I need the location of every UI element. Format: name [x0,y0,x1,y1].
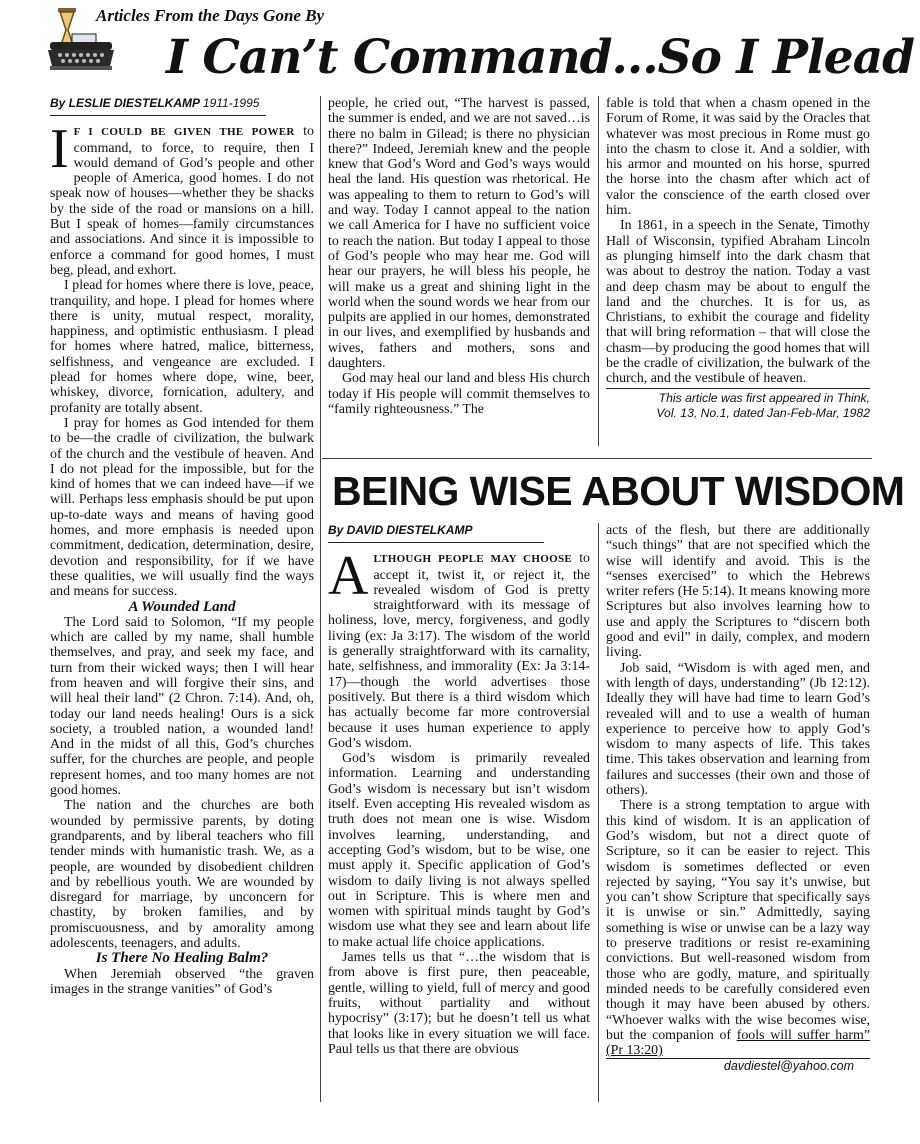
subheading: A Wounded Land [128,598,236,615]
paragraph: I plead for homes where there is love, peace, tranquility, and hope. I plead for homes where there is unity, mutual respect, morality, happiness, and optimistic enthusiasm. I plead for homes where hatred, malice, bitterness, selfishness, and vengeance are excluded. I plead for homes where dope, wine, beer, whiskey, divorce, fornication, adultery, and profanity are totally absent. [50,278,314,416]
column-divider [320,96,321,1102]
paragraph: The Lord said to Solomon, “If my people which are called by my name, shall humble themselves, and pray, and seek my face, and turn from their wicked ways; then I will hear from heaven and will forgive their sins, and will heal their land” (2 Chron. 7:14). And, oh, today our land needs healing! Ours is a sick society, a troubled nation, a wounded land! And in the midst of all this, God’s churches suffer, for the churches are people, and people represent homes, and too many homes are not good homes. [50,614,314,799]
lead-in: LTHOUGH PEOPLE MAY CHOOSE [373,553,573,566]
author-dates: 1911-1995 [202,96,260,110]
paragraph: fable is told that when a chasm opened in the Forum of Rome, it was said by the Oracles that whatever was most precious in Rome must go into the chasm to close it. And a soldier, with his armor and mounted on his horse, spurred the horse into the chasm after which act of valor the conscience of the earth closed over him. [606,96,870,219]
column-divider [598,523,599,1102]
paragraph: In 1861, in a speech in the Senate, Timothy Hall of Wisconsin, typified Abraham Lincoln as plunging himself into the dark chasm that was about to destroy the nation. Today a vast and deep chasm may be about to engulf the land and the churches. It is for us, as Christians, to exhibit the courage and fidelity that will bring reformation – that will close the chasm—by producing the good homes that will be the cradle of civilization, the bulwark of the church, and the vestibule of heaven. [606,218,870,387]
paragraph-text: There is a strong temptation to argue with this kind of wisdom. It is an application of God’s wisdom, but not a direct quote of Scripture, so it can be easier to reject. This wisdom is sometimes deflected or even rejected by saying, “You say it’s unwise, but you can’t show Scripture that specifically says it is unwise or sin.” Admittedly, saying something is wise or unwise can be a lazy way to preserve traditions or resist re-examining convictions. But well-reasoned wisdom from those who are godly, mature, and spiritually minded needs to be carefully considered even though it may have been abused by others. “Whoever walks with the wise becomes wise, but the companion of [606,798,870,1043]
paragraph: people, he cried out, “The harvest is passed, the summer is ended, and we are not saved…is there no balm in Gilead; is there no physician there?” Indeed, Jeremiah knew and the people knew that God’s Word and God’s ways would heal the land. His question was rhetorical. He was appealing to them to return to God’s will and way. Today I cannot appeal to the nation we call America for I have no sufficient voice to reach the nation. But today I appeal to those of God’s people who may hear me. God will hear our prayers, he will bless his people, he will make us a great and shining light in the world when the sound words we hear from our pulpits are applied in our homes, demonstrated in our lives, and exemplified by husbands and wives, fathers and mothers, sons and daughters. [328,96,590,372]
credit-line: Vol. 13, No.1, dated Jan-Feb-Mar, 1982 [656,405,870,420]
series-title: Articles From the Days Gone By [96,6,325,25]
paragraph: God’s wisdom is primarily revealed information. Learning and understanding God’s wisdom is necessary but isn’t wisdom itself. Even accepting His revealed wisdom as truth does not mean one is wise. Wisdom involves learning, understanding, and accepting God’s wisdom, but to be wise, one must apply it. Specific application of God’s wisdom to daily living is not always spelled out in Scripture. This is where men and women with spiritual minds taught by God’s wisdom use what they see and learn about life to make actual life choice applications. [328,751,590,950]
paragraph: When Jeremiah observed “the graven images in the strange vanities” of God’s [50,966,314,997]
credit-rule [606,388,870,389]
lead-in: F I COULD BE GIVEN THE POWER [73,126,295,139]
dropcap: I [50,118,69,181]
paragraph-text: to accept it, twist it, or reject it, the revealed wisdom of God is pretty straightforward with its message of holiness, love, mercy, forgiveness, and godly living (ex: Ja 3:17). The wisdom of the world is generally straightforward with its carnality, hate, selfishness, and immorality (Ex: Ja 3:14-17)—though the world advertises those positively. But there is a third wisdom which has actually become far more controversial because it uses human experience to apply God’s wisdom. [328,551,590,751]
source-credit [606,391,870,421]
article1-column-1 [50,96,314,997]
article1-column-3 [606,96,870,421]
byline: By DAVID DIESTELKAMP [328,523,473,537]
paragraph [606,798,870,1058]
column-divider [598,96,599,446]
dropcap: A [328,545,369,608]
paragraph-text: to command, to force, to require, then I would demand of God’s people and other people of America, good homes. I do not speak now of houses—whether they be shacks by the side of the road or mansions on a hill. But I speak of homes—family circumstances and associations. And since it is impossible to enforce a command for good homes, I must beg, plead, and exhort. [50,124,314,278]
subheading: Is There No Healing Balm? [95,950,269,967]
article-title: I Can’t Command...So I Plead [166,30,915,85]
credit-line: This article was first appeared in Think, [658,390,870,405]
article2-column-2 [606,523,870,1075]
section-divider [322,458,872,459]
paragraph: James tells us that “…the wisdom that is from above is first pure, then peaceable, gentle, willing to yield, full of mercy and good fruits, without partiality and without hypocrisy” (3:17); but he doesn’t tell us what that looks like in every situation we will face. Paul tells us that there are obvious [328,950,590,1057]
paragraph: Job said, “Wisdom is with aged men, and with length of days, understanding” (Jb 12:12). Ideally they will have had time to learn God’s revealed will and to use a wealth of human experience to perceive how to apply God’s wisdom to many aspects of life. This takes time. This takes observation and learning from failures and successes (their own and those of others). [606,660,870,799]
paragraph [328,545,590,751]
paragraph: The nation and the churches are both wounded by permissive parents, by doting grandparents, and by liberal teachers who fill tender minds with humanistic trash. We, as a people, are wounded by disobedient children and by rebellious youth. We are wounded by disregard for marriage, by unconcern for chastity, by broken families, and by promiscuousness, and by amorality among adolescents, teenagers, and adults. [50,798,314,952]
byline-rule [328,542,544,543]
byline [50,96,314,111]
article2-title: BEING WISE ABOUT WISDOM [332,468,905,514]
article2-column-1 [328,523,590,1057]
byline-rule [50,115,266,116]
author-name: By LESLIE DIESTELKAMP [50,96,200,110]
paragraph [50,118,314,278]
article1-column-2 [328,96,590,417]
paragraph: God may heal our land and bless His church today if His people will commit themselves to “family righteousness.” The [328,371,590,417]
paragraph: I pray for homes as God intended for them to be—the cradle of civilization, the bulwark of the church and the vestibule of heaven. And I do not plead for the impossible, but for the kind of homes that we can indeed have—if we will. Perhaps less emphasis should be put upon up-to-date ways and means of having good homes, and more emphasis is needed upon commitment, dedication, determination, desire, devotion and responsibility, for if we have these qualities, we will usually find the ways and means for success. [50,415,314,600]
paragraph-text-underlined: fools will suffer harm” (Pr 13:20) [606,1027,870,1059]
author-email: davdiestel@yahoo.com [723,1059,854,1074]
paragraph: acts of the flesh, but there are additionally “such things” that are not specified which the wise will identify and avoid. This is the “senses exercised” to which the Hebrews writer refers (He 5:14). It means knowing more Scriptures but also involves learning how to use and apply the Scriptures to “discern both good and evil” in daily, complex, and modern living. [606,523,870,661]
